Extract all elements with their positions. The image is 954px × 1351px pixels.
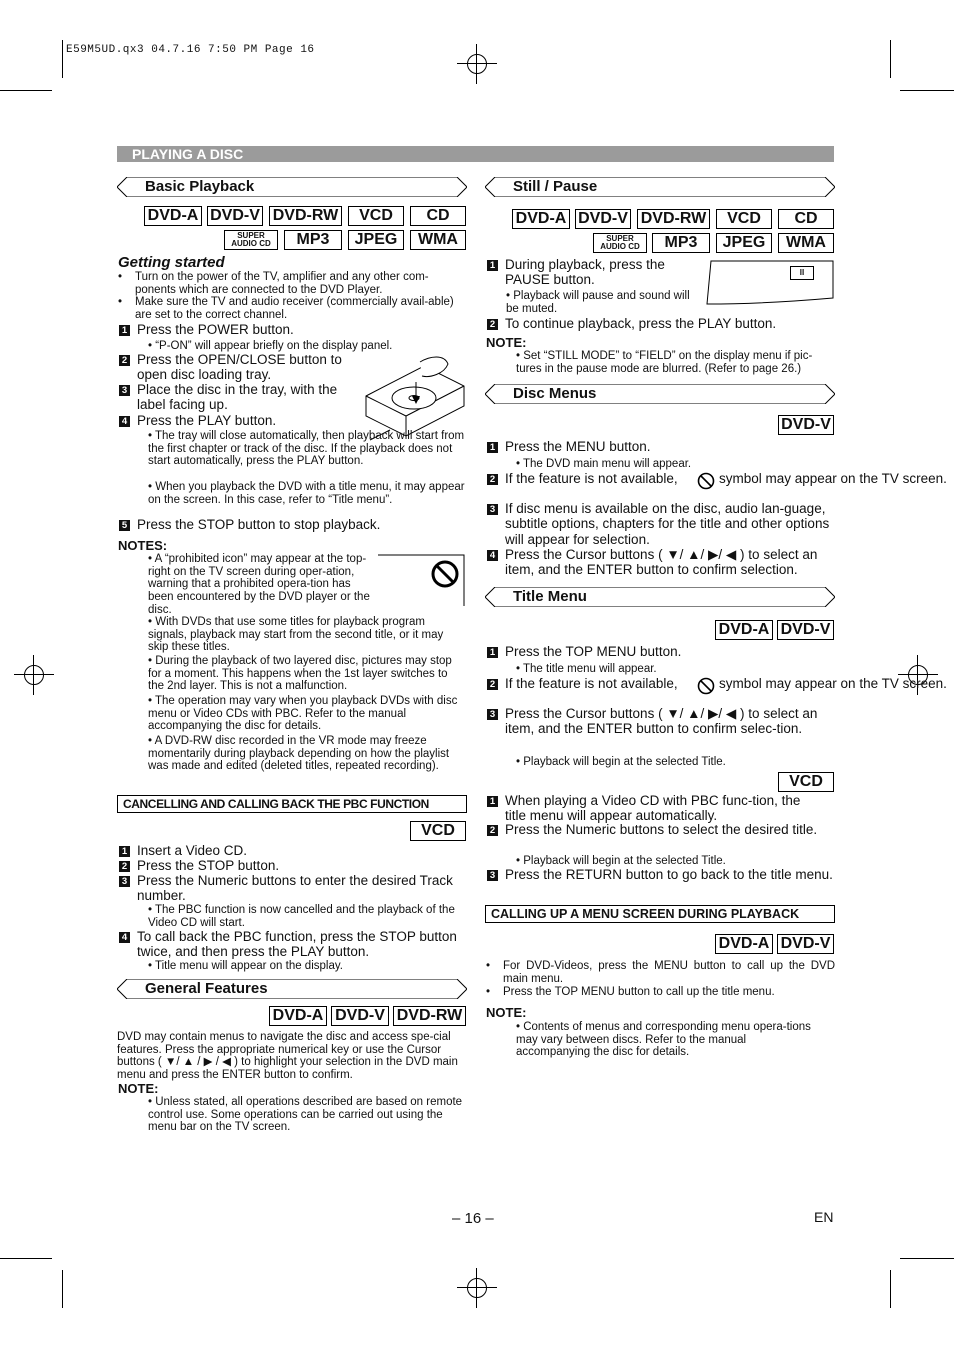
step-number: 2 bbox=[119, 355, 130, 366]
crop-mark bbox=[0, 1258, 52, 1259]
step-note: • The DVD main menu will appear. bbox=[516, 458, 692, 470]
badge-vcd: VCD bbox=[778, 772, 834, 792]
note-item: • A “prohibited icon” may appear at the top-right on the TV screen during oper-ation, warning that a prohibited opera-tion has been encountered by the DVD player or the disc. bbox=[148, 553, 370, 616]
step-number: 2 bbox=[119, 861, 130, 872]
page-number: – 16 – bbox=[452, 1210, 494, 1227]
step-number: 2 bbox=[487, 319, 498, 330]
step-number: 3 bbox=[487, 504, 498, 515]
step-note: • Playback will begin at the selected Title. bbox=[516, 855, 726, 867]
badge-vcd: VCD bbox=[716, 209, 772, 229]
step-text: Press the Cursor buttons ( ▼/ ▲/ ▶/ ◀ ) to select an item, and the ENTER button to confirm selection. bbox=[505, 547, 818, 578]
badge-dvd-a: DVD-A bbox=[715, 934, 773, 954]
note-item: • A DVD-RW disc recorded in the VR mode may freeze momentarily during playback depending on how the playlist was made and edited (deleted titles, repeated recording). bbox=[148, 735, 450, 773]
getting-started-bullet: Turn on the power of the TV, amplifier and any other com-ponents which are connected to the DVD Player. bbox=[135, 271, 429, 296]
badge-mp3: MP3 bbox=[284, 230, 342, 250]
badge-dvd-v: DVD-V bbox=[777, 934, 834, 954]
step-number: 2 bbox=[487, 679, 498, 690]
crop-mark bbox=[62, 1270, 63, 1308]
badge-mp3: MP3 bbox=[652, 233, 710, 253]
step-note: • “P-ON” will appear briefly on the display panel. bbox=[148, 340, 393, 352]
badge-dvd-a: DVD-A bbox=[269, 1006, 327, 1026]
badge-dvd-v: DVD-V bbox=[778, 415, 834, 435]
step-text: Press the STOP button to stop playback. bbox=[137, 517, 381, 532]
crop-mark bbox=[900, 1258, 954, 1259]
step-number: 5 bbox=[119, 520, 130, 531]
file-header: E59M5UD.qx3 04.7.16 7:50 PM Page 16 bbox=[66, 44, 315, 56]
general-features-heading: General Features bbox=[117, 979, 467, 999]
badge-super-audio-cd: SUPER AUDIO CD bbox=[593, 233, 647, 253]
badge-dvd-a: DVD-A bbox=[512, 209, 570, 229]
note-item: • During the playback of two layered disc, pictures may stop for a moment. This happens when the 1st layer switches to the 2nd layer. This is not a malfunction. bbox=[148, 655, 452, 693]
step-note: • The PBC function is now cancelled and the playback of the Video CD will start. bbox=[148, 904, 455, 929]
step-number: 3 bbox=[487, 870, 498, 881]
language-code: EN bbox=[814, 1209, 834, 1225]
calling-up-menu-heading: CALLING UP A MENU SCREEN DURING PLAYBACK bbox=[485, 905, 835, 923]
step-text: Insert a Video CD. bbox=[137, 843, 248, 858]
note-item: • With DVDs that use some titles for playback program signals, playback may start from the second title, or it may skip these titles. bbox=[148, 616, 444, 654]
crop-mark bbox=[890, 1270, 891, 1308]
step-note: • Title menu will appear on the display. bbox=[148, 960, 343, 972]
badge-dvd-v: DVD-V bbox=[575, 209, 631, 229]
step-number: 4 bbox=[487, 550, 498, 561]
step-note: • Playback will pause and sound will be muted. bbox=[506, 290, 690, 315]
crop-mark bbox=[900, 90, 954, 91]
bullet-dot: • bbox=[118, 271, 123, 283]
disc-menus-heading: Disc Menus bbox=[485, 384, 835, 404]
badge-wma: WMA bbox=[410, 230, 466, 250]
step-number: 3 bbox=[119, 385, 130, 396]
badge-dvd-rw: DVD-RW bbox=[393, 1006, 466, 1026]
crop-mark bbox=[890, 40, 891, 78]
step-number: 1 bbox=[487, 796, 498, 807]
step-number: 2 bbox=[487, 474, 498, 485]
badge-dvd-rw: DVD-RW bbox=[269, 206, 342, 226]
notes-label: NOTES: bbox=[118, 538, 168, 553]
step-number: 1 bbox=[487, 260, 498, 271]
note-item: • The operation may vary when you playback DVDs with disc menu or Video CDs with PBC. Refer to the manual accompanying the disc for details. bbox=[148, 695, 458, 733]
step-number: 1 bbox=[119, 325, 130, 336]
step-number: 3 bbox=[119, 876, 130, 887]
step-text: To call back the PBC function, press the STOP button twice, and then press the PLAY button. bbox=[137, 929, 457, 960]
step-text: Press the POWER button. bbox=[137, 322, 294, 337]
step-number: 2 bbox=[487, 825, 498, 836]
registration-mark bbox=[457, 44, 497, 84]
step-text: If the feature is not available, bbox=[505, 471, 678, 486]
badge-vcd: VCD bbox=[348, 206, 404, 226]
step-note: • The title menu will appear. bbox=[516, 663, 657, 675]
step-text: Press the Cursor buttons ( ▼/ ▲/ ▶/ ◀ ) to select an item, and the ENTER button to confirm selec-tion. bbox=[505, 706, 818, 737]
note-label: NOTE: bbox=[118, 1081, 159, 1096]
step-note: • When you playback the DVD with a title menu, it may appear on the screen. In this case, refer to “Title menu”. bbox=[148, 481, 465, 506]
step-text: To continue playback, press the PLAY button. bbox=[505, 316, 777, 331]
step-text: Press the Numeric buttons to enter the desired Track number. bbox=[137, 873, 453, 904]
tv-screen-prohibited-frame bbox=[378, 554, 466, 608]
page-section-bar: PLAYING A DISC bbox=[117, 146, 834, 162]
badge-jpeg: JPEG bbox=[716, 233, 772, 253]
prohibited-icon bbox=[697, 472, 715, 490]
badge-dvd-v: DVD-V bbox=[331, 1006, 389, 1026]
bullet-dot: • bbox=[486, 986, 491, 998]
calling-up-bullet: For DVD-Videos, press the MENU button to call up the DVD main menu. bbox=[503, 960, 835, 985]
basic-playback-heading: Basic Playback bbox=[117, 177, 467, 197]
note-label: NOTE: bbox=[486, 1005, 527, 1020]
badge-dvd-a: DVD-A bbox=[144, 206, 202, 226]
tv-screen-pause-frame bbox=[705, 260, 835, 306]
badge-dvd-rw: DVD-RW bbox=[637, 209, 710, 229]
crop-mark bbox=[62, 40, 63, 78]
step-text: Press the OPEN/CLOSE button to open disc loading tray. bbox=[137, 352, 342, 383]
step-text: Press the RETURN button to go back to the title menu. bbox=[505, 867, 833, 882]
registration-mark bbox=[14, 655, 54, 695]
step-text: If the feature is not available, bbox=[505, 676, 678, 691]
step-number: 3 bbox=[487, 709, 498, 720]
note-item: • Contents of menus and corresponding menu opera-tions may vary between discs. Refer to the manual accompanying the disc for details. bbox=[516, 1021, 811, 1059]
calling-up-bullet: Press the TOP MENU button to call up the title menu. bbox=[503, 986, 775, 998]
getting-started-heading: Getting started bbox=[118, 254, 225, 271]
step-text: Press the Numeric buttons to select the desired title. bbox=[505, 822, 818, 837]
title-menu-heading: Title Menu bbox=[485, 587, 835, 607]
note-label: NOTE: bbox=[486, 335, 527, 350]
bullet-dot: • bbox=[486, 960, 491, 972]
bullet-dot: • bbox=[118, 296, 123, 308]
step-number: 1 bbox=[487, 647, 498, 658]
step-number: 4 bbox=[119, 416, 130, 427]
step-note: • The tray will close automatically, then playback will start from the first chapter or track of the disc. If the playback does not start automatically, press the PLAY button. bbox=[148, 430, 465, 468]
badge-dvd-v: DVD-V bbox=[777, 620, 834, 640]
step-text: Press the STOP button. bbox=[137, 858, 280, 873]
step-text: Press the TOP MENU button. bbox=[505, 644, 682, 659]
step-note: • Playback will begin at the selected Title. bbox=[516, 756, 726, 768]
step-text: Press the PLAY button. bbox=[137, 413, 277, 428]
badge-dvd-a: DVD-A bbox=[715, 620, 773, 640]
note-item: • Set “STILL MODE” to “FIELD” on the display menu if pic-tures in the pause mode are blurred. (Refer to page 26.) bbox=[516, 350, 813, 375]
badge-jpeg: JPEG bbox=[348, 230, 404, 250]
getting-started-bullet: Make sure the TV and audio receiver (commercially avail-able) are set to the correct channel. bbox=[135, 296, 454, 321]
registration-mark bbox=[457, 1268, 497, 1308]
prohibited-icon bbox=[697, 677, 715, 695]
step-text: symbol may appear on the TV screen. bbox=[719, 676, 947, 691]
badge-cd: CD bbox=[410, 206, 466, 226]
step-text: If disc menu is available on the disc, audio lan-guage, subtitle options, chapters for the title and other options will appear for selection. bbox=[505, 501, 830, 547]
crop-mark bbox=[0, 90, 52, 91]
badge-wma: WMA bbox=[778, 233, 834, 253]
badge-super-audio-cd: SUPER AUDIO CD bbox=[224, 230, 278, 250]
pause-indicator: II bbox=[790, 266, 814, 280]
step-text: Place the disc in the tray, with the label facing up. bbox=[137, 382, 338, 413]
step-number: 4 bbox=[119, 932, 130, 943]
still-pause-heading: Still / Pause bbox=[485, 177, 835, 197]
step-text: Press the MENU button. bbox=[505, 439, 651, 454]
step-text: symbol may appear on the TV screen. bbox=[719, 471, 947, 486]
step-number: 1 bbox=[119, 846, 130, 857]
badge-dvd-v: DVD-V bbox=[207, 206, 263, 226]
step-number: 1 bbox=[487, 442, 498, 453]
step-text: During playback, press the PAUSE button. bbox=[505, 257, 665, 288]
note-item: • Unless stated, all operations described are based on remote control use. Some operations can be carried out using the menu bar on the TV screen. bbox=[148, 1096, 463, 1134]
step-text: When playing a Video CD with PBC func-tion, the title menu will appear automatically. bbox=[505, 793, 801, 824]
badge-cd: CD bbox=[778, 209, 834, 229]
pbc-section-heading: CANCELLING AND CALLING BACK THE PBC FUNCTION bbox=[117, 795, 467, 813]
general-features-text: DVD may contain menus to navigate the disc and access spe-cial features. Press the appropriate numerical key or use the Cursor buttons ( ▼/ ▲ / ▶ / ◀ ) to highlight your selection in the DVD main menu and press the ENTER button to confirm. bbox=[117, 1031, 458, 1082]
badge-vcd: VCD bbox=[410, 821, 466, 841]
